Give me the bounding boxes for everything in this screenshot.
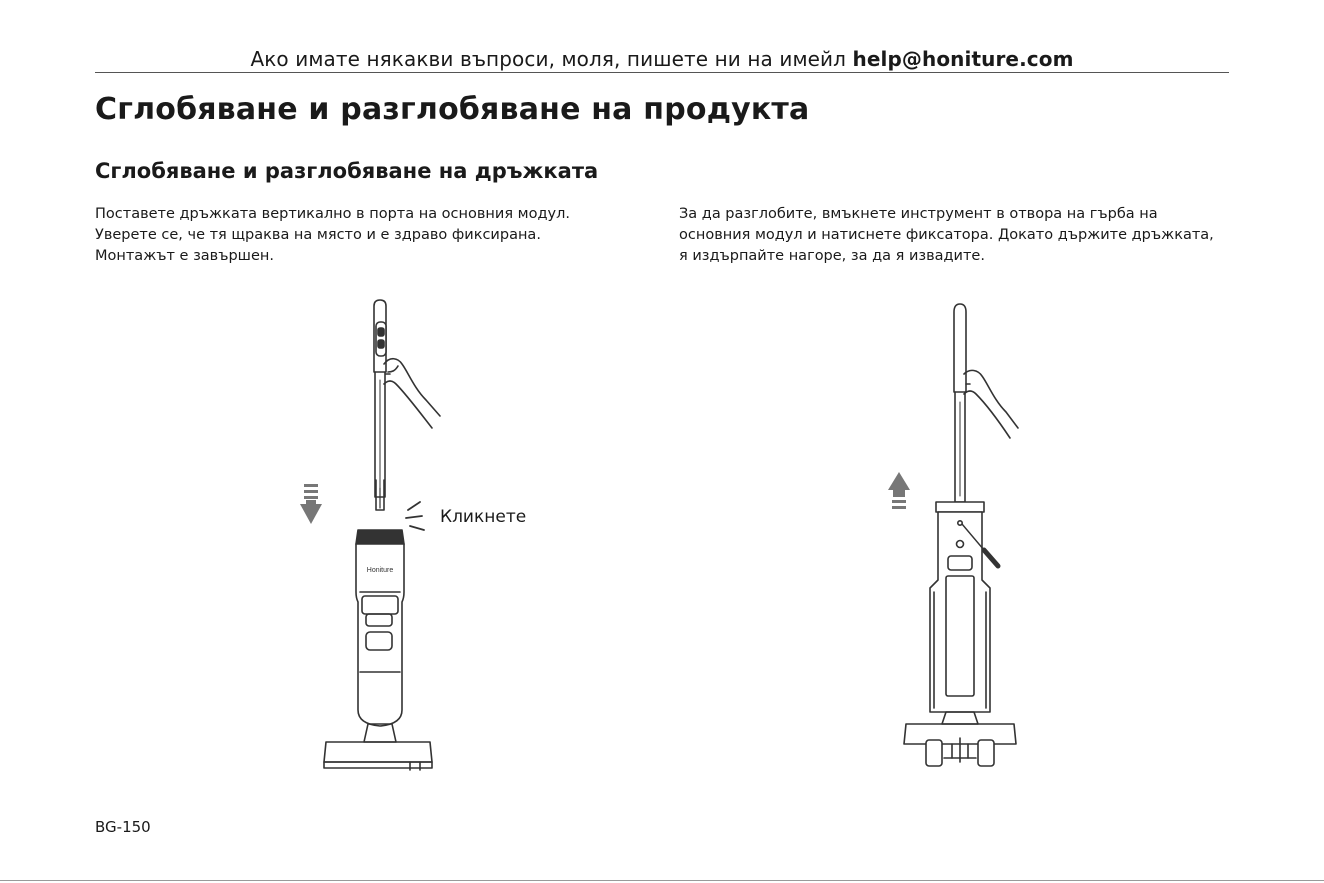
assembly-line-1: Поставете дръжката вертикално в порта на основния модул.	[95, 206, 570, 222]
page-number: BG-150	[95, 818, 151, 836]
hand-right	[964, 370, 1018, 438]
header-email-link[interactable]: help@honiture.com	[852, 47, 1074, 71]
assembly-instructions	[95, 204, 645, 267]
assembly-illustration-svg	[280, 292, 570, 777]
click-label: Кликнете	[440, 507, 527, 527]
assembly-illustration	[280, 292, 570, 777]
header-contact-text: Ако имате някакви въпроси, моля, пишете ни на имейл	[250, 47, 847, 71]
click-indicator-icon	[406, 502, 424, 530]
tool-handle	[984, 550, 998, 566]
down-arrow-icon	[300, 484, 322, 524]
up-arrow-icon	[888, 472, 910, 509]
page-title: Сглобяване и разглобяване на продукта	[95, 92, 810, 127]
page-bottom-edge	[0, 880, 1324, 881]
handle-grip	[954, 304, 966, 392]
main-unit-top	[936, 502, 984, 512]
disassembly-illustration	[860, 292, 1060, 777]
disassembly-line-2: основния модул и натиснете фиксатора. Докато държите дръжката,	[679, 227, 1214, 243]
brand-label: Honiture	[366, 567, 394, 574]
header-divider	[95, 72, 1229, 73]
handle-control-panel	[376, 322, 386, 356]
disassembly-instructions	[679, 204, 1231, 267]
main-unit-body	[930, 512, 990, 712]
assembly-line-3: Монтажът е завършен.	[95, 248, 274, 264]
header-contact	[95, 47, 1229, 71]
assembly-line-2: Уверете се, че тя щраква на място и е здраво фиксирана.	[95, 227, 541, 243]
disassembly-line-1: За да разглобите, вмъкнете инструмент в отвора на гърба на	[679, 206, 1158, 222]
disassembly-illustration-svg	[860, 292, 1060, 777]
disassembly-line-3: я издърпайте нагоре, за да я извадите.	[679, 248, 985, 264]
hand-left	[384, 359, 440, 428]
floor-head	[324, 742, 432, 762]
main-unit-top	[356, 530, 404, 544]
section-heading: Сглобяване и разглобяване на дръжката	[95, 159, 599, 183]
